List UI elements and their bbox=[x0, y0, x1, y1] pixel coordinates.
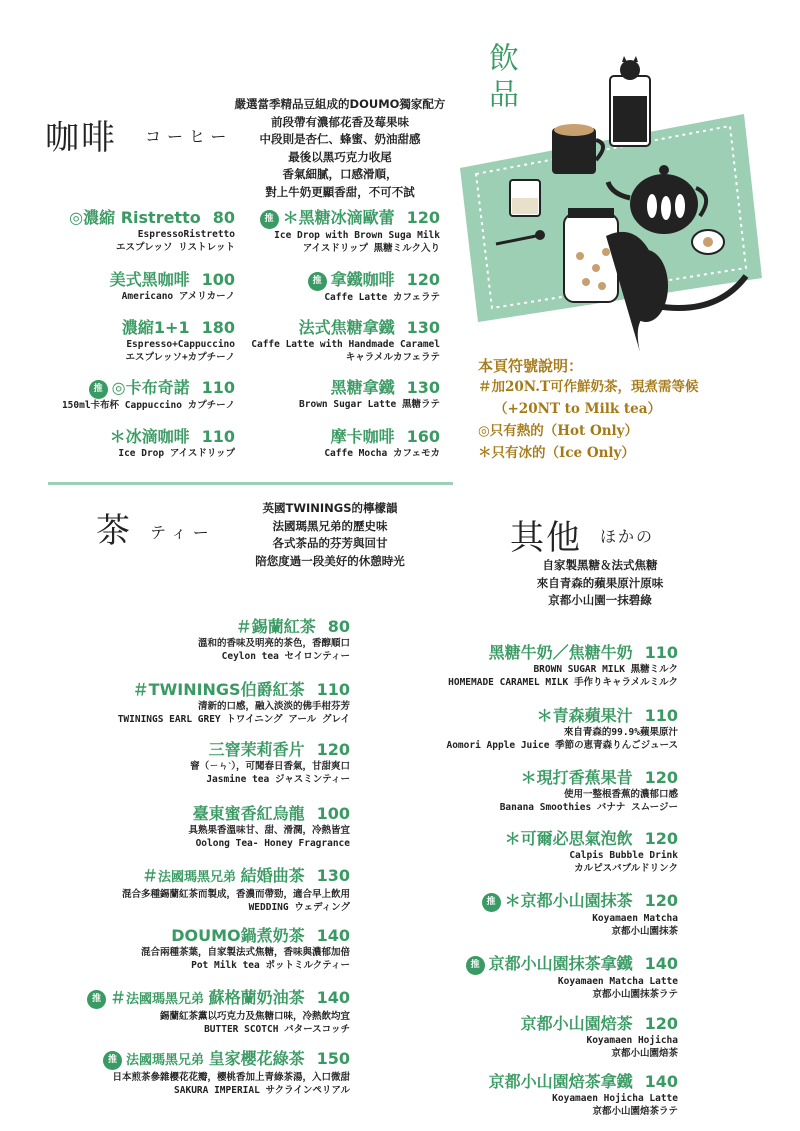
menu-mark: ＊ bbox=[536, 706, 553, 725]
tea-intro-line: 法國瑪黑兄弟的歷史味 bbox=[272, 518, 388, 533]
menu-item-subtitle: SAKURA IMPERIAL サクラインペリアル bbox=[174, 1085, 350, 1096]
menu-item-price: 140 bbox=[316, 988, 350, 1007]
tall-glass-icon bbox=[610, 56, 650, 146]
menu-item-name bbox=[30, 804, 350, 824]
menu-item-title: 可爾必思氣泡飲 bbox=[520, 829, 633, 848]
menu-item bbox=[235, 318, 440, 364]
menu-item-subtitle: Koyamaen Hojicha bbox=[586, 1035, 678, 1046]
menu-item-title: 濃縮1+1 bbox=[121, 318, 190, 337]
other-intro-line: 來自青森的蘋果原汁原味 bbox=[536, 575, 664, 590]
menu-item bbox=[20, 427, 235, 460]
legend-title: 本頁符號說明： bbox=[478, 357, 584, 375]
menu-item-subtitle: Oolong Tea- Honey Fragrance bbox=[195, 838, 350, 849]
brand-prefix: 法國瑪黑兄弟 bbox=[126, 992, 209, 1007]
menu-item-price: 120 bbox=[316, 740, 350, 759]
tea-intro-line: 陪您度過一段美好的休憩時光 bbox=[255, 553, 405, 568]
menu-item-name bbox=[30, 617, 350, 637]
menu-item-price: 140 bbox=[644, 1072, 678, 1091]
recommend-badge-icon: 推 bbox=[260, 210, 279, 229]
menu-item-title: 京都小山園抹茶拿鐵 bbox=[488, 954, 633, 973]
menu-item bbox=[20, 270, 235, 303]
menu-item-subtitle: キャラメルカフェラテ bbox=[345, 352, 440, 363]
menu-item-title: 皇家櫻花綠茶 bbox=[208, 1049, 305, 1068]
menu-item bbox=[235, 427, 440, 460]
menu-item-subtitle: Banana Smoothies バナナ スムージー bbox=[499, 802, 678, 813]
menu-item-name bbox=[400, 706, 678, 726]
menu-item-name bbox=[400, 1072, 678, 1092]
menu-item-subtitle: WEDDING ウェディング bbox=[248, 902, 350, 913]
menu-item-name bbox=[20, 427, 235, 447]
coffee-kana: コーヒー bbox=[145, 127, 233, 146]
menu-item-title: 京都小山園焙茶 bbox=[520, 1014, 633, 1033]
menu-item-title: 三窨茉莉香片 bbox=[208, 740, 305, 759]
menu-item-name bbox=[400, 643, 678, 663]
legend-line-milk-tea-en: （+20NT to Milk tea） bbox=[494, 401, 661, 417]
menu-mark: ＊ bbox=[504, 891, 521, 910]
menu-item-price: 120 bbox=[644, 829, 678, 848]
menu-item-name bbox=[235, 427, 440, 447]
menu-item-subtitle: Pot Milk tea ポットミルクティー bbox=[191, 960, 350, 971]
menu-item-price: 150 bbox=[316, 1049, 350, 1068]
menu-item-subtitle: 來自青森的99.9%蘋果原汁 bbox=[563, 727, 678, 738]
menu-mark: ＃ bbox=[110, 988, 127, 1007]
menu-item-subtitle: Jasmine tea ジャスミンティー bbox=[206, 774, 350, 785]
menu-item-name bbox=[235, 378, 440, 398]
menu-item-subtitle: 混合兩種茶葉，自家製法式焦糖，香味與濃郁加倍 bbox=[140, 947, 350, 958]
tea-intro bbox=[230, 500, 430, 570]
menu-item bbox=[30, 988, 350, 1036]
cafe-illustration bbox=[456, 56, 766, 356]
menu-item-subtitle: BUTTER SCOTCH バタースコッチ bbox=[204, 1024, 350, 1035]
menu-item-name bbox=[400, 891, 678, 912]
menu-item-name bbox=[30, 1049, 350, 1071]
menu-item-subtitle: Koyamaen Matcha Latte bbox=[557, 976, 678, 987]
menu-item-subtitle: 150ml卡布杯 Cappuccino カプチーノ bbox=[61, 400, 235, 411]
menu-item-title: 黑糖冰滴歐蕾 bbox=[298, 208, 395, 227]
menu-mark: ＃ bbox=[235, 617, 252, 636]
menu-item-title: 拿鐵咖啡 bbox=[330, 270, 395, 289]
tea-kana: ティー bbox=[150, 523, 215, 542]
menu-item-subtitle: エスプレッソ+カプチーノ bbox=[125, 352, 235, 363]
menu-item-subtitle: Caffe Mocha カフェモカ bbox=[324, 448, 440, 459]
other-kana: ほかの bbox=[600, 527, 655, 546]
menu-item-name bbox=[30, 740, 350, 760]
menu-item-subtitle: 錫蘭紅茶黨以巧克力及焦糖口味，冷熱飲均宜 bbox=[159, 1011, 350, 1022]
menu-item-subtitle: Ice Drop アイスドリップ bbox=[118, 448, 235, 459]
menu-item bbox=[20, 378, 235, 412]
menu-item-price: 130 bbox=[316, 866, 350, 885]
menu-item-title: 美式黑咖啡 bbox=[109, 270, 190, 289]
tea-intro-line: 英國TWININGS的檸檬韻 bbox=[262, 501, 398, 515]
symbol-legend bbox=[478, 355, 778, 464]
coffee-intro-line: 嚴選當季精品豆組成的DOUMO獨家配方 bbox=[234, 97, 446, 111]
menu-mark: ＃ bbox=[132, 680, 149, 699]
menu-item-title: 摩卡咖啡 bbox=[330, 427, 395, 446]
menu-item-price: 80 bbox=[327, 617, 350, 636]
menu-item-name bbox=[235, 208, 440, 229]
recommend-badge-icon: 推 bbox=[308, 272, 327, 291]
menu-item-subtitle: Caffe Latte カフェラテ bbox=[324, 292, 440, 303]
recommend-badge-icon: 推 bbox=[482, 893, 501, 912]
coffee-intro-line: 前段帶有濃郁花香及莓果味 bbox=[271, 114, 409, 129]
tea-title: 茶 bbox=[96, 511, 132, 551]
menu-item-subtitle: Caffe Latte with Handmade Caramel bbox=[251, 339, 440, 350]
menu-item-subtitle: BROWN SUGAR MILK 黒糖ミルク bbox=[533, 664, 678, 675]
menu-item bbox=[20, 208, 235, 254]
roll-cake-icon bbox=[692, 230, 724, 254]
brand-prefix: 法國瑪黑兄弟 bbox=[126, 1053, 209, 1068]
menu-item-subtitle: 京都小山園抹茶ラテ bbox=[592, 989, 678, 1000]
menu-item-name bbox=[235, 270, 440, 291]
other-intro bbox=[500, 557, 700, 610]
menu-item-price: 130 bbox=[406, 318, 440, 337]
menu-item-price: 110 bbox=[201, 427, 235, 446]
menu-mark: ＊ bbox=[109, 427, 126, 446]
legend-line-ice-only: ＊只有冰的（Ice Only） bbox=[478, 445, 635, 461]
menu-item-name bbox=[20, 318, 235, 338]
menu-item-subtitle: Aomori Apple Juice 季節の恵青森りんごジュース bbox=[446, 740, 678, 751]
menu-mark: ＃ bbox=[142, 866, 159, 885]
menu-item-title: 冰滴咖啡 bbox=[125, 427, 190, 446]
menu-item bbox=[400, 706, 678, 752]
menu-item bbox=[235, 378, 440, 411]
menu-item-name bbox=[30, 680, 350, 700]
menu-item-price: 120 bbox=[644, 1014, 678, 1033]
menu-item-price: 110 bbox=[201, 378, 235, 397]
menu-item-price: 130 bbox=[406, 378, 440, 397]
menu-item-title: 黑糖拿鐵 bbox=[330, 378, 395, 397]
menu-item-subtitle: 使用一整根香蕉的濃郁口感 bbox=[563, 789, 678, 800]
menu-item-subtitle: 具熟果香溫味甘、甜、滑潤，冷熱皆宜 bbox=[188, 825, 350, 836]
menu-item-subtitle: 京都小山園焙茶 bbox=[611, 1048, 678, 1059]
menu-item-subtitle: Koyamaen Hojicha Latte bbox=[552, 1093, 678, 1104]
other-intro-line: 自家製黑糖＆法式焦糖 bbox=[542, 558, 658, 572]
menu-item-title: 臺東蜜香紅烏龍 bbox=[192, 804, 305, 823]
menu-mark: ＊ bbox=[504, 829, 521, 848]
menu-item-subtitle: Koyamaen Matcha bbox=[592, 913, 678, 924]
menu-item-subtitle: 溫和的香味及明亮的茶色，香醇順口 bbox=[197, 638, 350, 649]
menu-item bbox=[30, 740, 350, 786]
menu-item-subtitle: 清新的口感，融入淡淡的佛手柑芬芳 bbox=[197, 701, 350, 712]
menu-item-name bbox=[20, 208, 235, 228]
menu-item-name bbox=[235, 318, 440, 338]
menu-item-price: 120 bbox=[644, 891, 678, 910]
recommend-badge-icon: 推 bbox=[89, 380, 108, 399]
menu-item-subtitle: HOMEMADE CARAMEL MILK 手作りキャラメルミルク bbox=[448, 677, 678, 688]
cookie-jar-icon bbox=[564, 208, 618, 302]
coffee-intro bbox=[225, 96, 455, 201]
menu-item-price: 120 bbox=[644, 768, 678, 787]
menu-item-title: 現打香蕉果昔 bbox=[536, 768, 633, 787]
menu-item-subtitle: Espresso+Cappuccino bbox=[126, 339, 235, 350]
menu-item-name bbox=[30, 866, 350, 888]
menu-item bbox=[400, 643, 678, 689]
menu-item-name bbox=[400, 1014, 678, 1034]
menu-item bbox=[400, 891, 678, 938]
menu-item bbox=[235, 208, 440, 255]
menu-item-subtitle: 京都小山園抹茶 bbox=[611, 926, 678, 937]
menu-item-price: 120 bbox=[406, 270, 440, 289]
menu-item bbox=[30, 804, 350, 850]
menu-mark: ＊ bbox=[282, 208, 299, 227]
menu-item-subtitle: Americano アメリカーノ bbox=[121, 291, 235, 302]
menu-item-name bbox=[30, 988, 350, 1010]
other-intro-line: 京都小山園一抹碧綠 bbox=[548, 593, 652, 607]
menu-item-subtitle: Brown Sugar Latte 黒糖ラテ bbox=[299, 399, 440, 410]
menu-item bbox=[400, 829, 678, 875]
menu-item-subtitle: TWININGS EARL GREY トワイニング アール グレイ bbox=[117, 714, 350, 725]
menu-item bbox=[30, 866, 350, 914]
tea-intro-line: 各式茶品的芬芳與回甘 bbox=[272, 536, 388, 550]
menu-mark: ＊ bbox=[520, 768, 537, 787]
menu-item-title: 黑糖牛奶／焦糖牛奶 bbox=[488, 643, 633, 662]
menu-item-title: 濃縮 Ristretto bbox=[83, 208, 201, 227]
menu-item-title: 錫蘭紅茶 bbox=[251, 617, 316, 636]
menu-item-name bbox=[30, 926, 350, 946]
brand-prefix: 法國瑪黑兄弟 bbox=[158, 870, 241, 885]
other-title: 其他 bbox=[510, 518, 582, 558]
menu-item-title: 京都小山園抹茶 bbox=[520, 891, 633, 910]
menu-item bbox=[20, 318, 235, 364]
menu-item-subtitle: アイスドリップ 黒糖ミルク入り bbox=[302, 243, 440, 254]
menu-item-price: 140 bbox=[316, 926, 350, 945]
menu-item bbox=[235, 270, 440, 304]
coffee-intro-line: 香氣細膩，口感滑順， bbox=[282, 167, 398, 181]
menu-item-price: 110 bbox=[644, 643, 678, 662]
menu-item-title: 蘇格蘭奶油茶 bbox=[208, 988, 305, 1007]
menu-item bbox=[400, 1014, 678, 1060]
menu-item-price: 180 bbox=[201, 318, 235, 337]
section-divider bbox=[48, 482, 453, 485]
menu-item-subtitle: EspressoRistretto bbox=[137, 229, 235, 240]
menu-item-subtitle: カルピスバブルドリンク bbox=[574, 863, 678, 874]
menu-item-title: 京都小山園焙茶拿鐵 bbox=[488, 1072, 633, 1091]
legend-line-hot-only: ◎只有熱的（Hot Only） bbox=[478, 423, 639, 439]
menu-item-subtitle: Ceylon tea セイロンティー bbox=[221, 651, 350, 662]
menu-item-title: 結婚曲茶 bbox=[240, 866, 305, 885]
menu-mark: ◎ bbox=[69, 208, 84, 227]
menu-item-subtitle: 京都小山園焙茶ラテ bbox=[592, 1106, 678, 1117]
menu-item-price: 100 bbox=[201, 270, 235, 289]
menu-item-name bbox=[20, 378, 235, 399]
menu-item-subtitle: エスプレッソ リストレット bbox=[116, 242, 235, 253]
menu-item-price: 110 bbox=[644, 706, 678, 725]
menu-item-price: 100 bbox=[316, 804, 350, 823]
menu-item-price: 160 bbox=[406, 427, 440, 446]
menu-item-price: 80 bbox=[212, 208, 235, 227]
menu-item bbox=[30, 1049, 350, 1097]
coffee-title: 咖啡 bbox=[45, 118, 117, 158]
recommend-badge-icon: 推 bbox=[103, 1051, 122, 1070]
small-glass-icon bbox=[510, 180, 540, 216]
menu-item bbox=[30, 926, 350, 972]
menu-item-name bbox=[400, 829, 678, 849]
menu-item-price: 140 bbox=[644, 954, 678, 973]
menu-item-price: 110 bbox=[316, 680, 350, 699]
recommend-badge-icon: 推 bbox=[466, 956, 485, 975]
coffee-intro-line: 中段則是杏仁、蜂蜜、奶油甜感 bbox=[259, 132, 421, 146]
menu-item-name bbox=[20, 270, 235, 290]
menu-item-name bbox=[400, 768, 678, 788]
menu-item bbox=[30, 617, 350, 663]
menu-item-title: 卡布奇諾 bbox=[125, 378, 190, 397]
menu-item-title: DOUMO鍋煮奶茶 bbox=[171, 926, 305, 945]
menu-item-title: 青森蘋果汁 bbox=[552, 706, 633, 725]
menu-item-subtitle: 混合多種錫蘭紅茶而製成，香濃而帶勁，適合早上飲用 bbox=[121, 889, 350, 900]
menu-mark: ◎ bbox=[111, 378, 126, 397]
menu-item-title: TWININGS伯爵紅茶 bbox=[148, 680, 305, 699]
menu-item-subtitle: 窨（ㄧㄣˋ），可聞春日香氣，甘甜爽口 bbox=[190, 761, 350, 772]
coffee-intro-line: 對上牛奶更顯香甜，不可不試 bbox=[265, 184, 415, 199]
menu-item-subtitle: 日本煎茶參雜櫻花花瓣，櫻桃香加上青綠茶湯，入口微甜 bbox=[112, 1072, 350, 1083]
menu-item-subtitle: Ice Drop with Brown Suga Milk bbox=[274, 230, 440, 241]
recommend-badge-icon: 推 bbox=[87, 990, 106, 1009]
menu-item bbox=[400, 954, 678, 1001]
menu-item bbox=[400, 768, 678, 814]
menu-item-price: 120 bbox=[406, 208, 440, 227]
coffee-intro-line: 最後以黑巧克力收尾 bbox=[288, 149, 392, 164]
menu-item bbox=[30, 680, 350, 726]
legend-line-milk-tea: ＃加20N.T可作鮮奶茶，現煮需等候 bbox=[478, 379, 699, 395]
menu-item-name bbox=[400, 954, 678, 975]
menu-item bbox=[400, 1072, 678, 1118]
menu-item-title: 法式焦糖拿鐵 bbox=[298, 318, 395, 337]
coffee-mug-icon bbox=[552, 124, 603, 174]
drinks-label-text: 飲品 bbox=[483, 42, 518, 114]
menu-item-subtitle: Calpis Bubble Drink bbox=[569, 850, 678, 861]
